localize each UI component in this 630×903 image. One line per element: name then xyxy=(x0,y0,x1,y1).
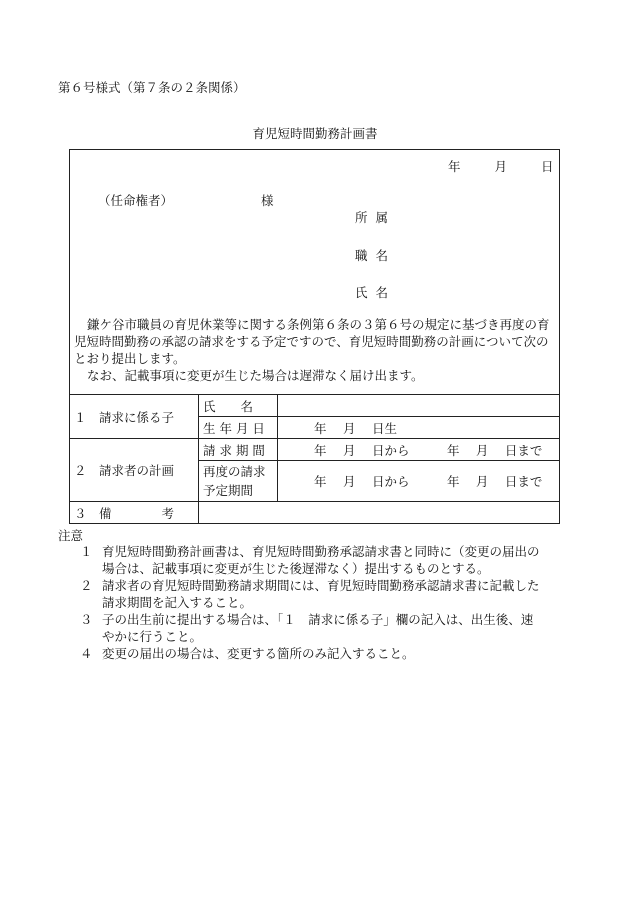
affiliation-label: 所属 xyxy=(355,210,397,225)
child-section-label: １ 請求に係る子 xyxy=(70,395,199,439)
date-day: 日 xyxy=(541,159,554,174)
notes-heading: 注意 xyxy=(58,528,84,543)
honorific: 様 xyxy=(261,193,274,208)
note-3 xyxy=(80,611,575,645)
note-3-line2: やかに行うこと。 xyxy=(102,629,203,644)
note-1-line1: 育児短時間勤務計画書は、育児短時間勤務承認請求書と同時に（変更の届出の xyxy=(102,544,540,559)
position-label: 職名 xyxy=(355,248,397,263)
body-text xyxy=(74,316,556,384)
note-4-number: ４ xyxy=(80,646,93,661)
child-birth-value[interactable]: 年 月 日生 xyxy=(278,417,560,439)
re-request-label-line2: 予定期間 xyxy=(203,483,254,498)
note-1-number: １ xyxy=(80,544,93,559)
note-1-line2: 場合は、記載事項に変更が生じた後遅滞なく）提出するものとする。 xyxy=(102,561,490,576)
body-paragraph-2: なお、記載事項に変更が生じた場合は遅滞なく届け出ます。 xyxy=(87,368,424,383)
child-name-value[interactable] xyxy=(278,395,560,417)
date-month: 月 xyxy=(494,159,508,174)
re-request-value[interactable]: 年 月 日から 年 月 日まで xyxy=(278,461,560,502)
date-year: 年 xyxy=(448,159,461,174)
note-3-number: ３ xyxy=(80,612,93,627)
remarks-label: ３ 備 考 xyxy=(70,502,199,524)
re-request-label-line1: 再度の請求 xyxy=(203,464,266,479)
re-request-label xyxy=(199,461,278,502)
form-number: 第６号様式（第７条の２条関係） xyxy=(58,80,246,95)
child-name-label: 氏 名 xyxy=(199,395,278,417)
body-paragraph-1: 鎌ケ谷市職員の育児休業等に関する条例第６条の３第６号の規定に基づき再度の育児短時間勤務の承認の請求をする予定ですので、育児短時間勤務の計画について次のとおり提出します。 xyxy=(74,317,550,366)
note-2-line1: 請求者の育児短時間勤務請求期間には、育児短時間勤務承認請求書に記載した xyxy=(102,578,540,593)
period-label: 請 求 期 間 xyxy=(199,439,278,461)
addressee: （任命権者） xyxy=(98,193,174,208)
note-4-line1: 変更の届出の場合は、変更する箇所のみ記入すること。 xyxy=(102,646,415,661)
plan-section-label: ２ 請求者の計画 xyxy=(70,439,199,502)
note-2-number: ２ xyxy=(80,578,93,593)
name-label: 氏名 xyxy=(355,285,397,300)
period-value[interactable]: 年 月 日から 年 月 日まで xyxy=(278,439,560,461)
note-3-line1: 子の出生前に提出する場合は、「１ 請求に係る子」欄の記入は、出生後、速 xyxy=(102,612,534,627)
details-table xyxy=(70,394,559,523)
note-2-line2: 請求期間を記入すること。 xyxy=(102,595,253,610)
note-4 xyxy=(80,645,575,662)
document-title: 育児短時間勤務計画書 xyxy=(252,126,378,141)
date-line xyxy=(448,157,554,175)
form-box xyxy=(69,149,560,524)
remarks-value[interactable] xyxy=(199,502,560,524)
note-2 xyxy=(80,577,575,611)
note-1 xyxy=(80,543,575,577)
child-birth-label: 生 年 月 日 xyxy=(199,417,278,439)
